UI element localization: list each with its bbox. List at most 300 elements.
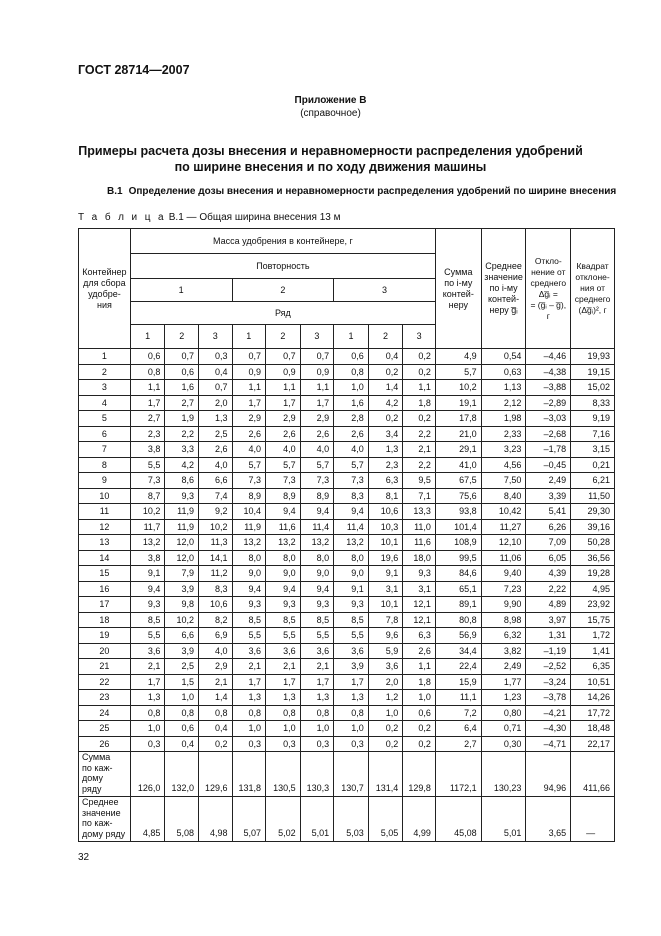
header-line: Контейнер	[82, 266, 127, 277]
header-line: среднего	[574, 294, 611, 304]
table-cell: 0,7	[232, 349, 266, 365]
table-cell: –4,30	[526, 721, 571, 737]
table-cell: 130,7	[334, 752, 369, 797]
table-cell: 3,6	[266, 643, 301, 659]
table-cell: 4,39	[526, 566, 571, 582]
table-cell: 8,2	[198, 612, 232, 628]
table-cell: 1,7	[300, 395, 334, 411]
table-cell: 1,7	[300, 674, 334, 690]
table-cell: 2,2	[165, 426, 199, 442]
table-cell: 0,9	[232, 364, 266, 380]
row-label-line: по каж-	[82, 818, 113, 828]
table-cell: 8,7	[130, 488, 165, 504]
table-cell: 7,1	[403, 488, 436, 504]
table-cell: 3,23	[481, 442, 526, 458]
table-cell: 1,0	[266, 721, 301, 737]
table-cell: –1,78	[526, 442, 571, 458]
table-cell: 7,23	[481, 581, 526, 597]
table-cell: 1,5	[165, 674, 199, 690]
table-cell: 5,03	[334, 797, 369, 842]
table-cell: 5,08	[165, 797, 199, 842]
table-cell: 18,48	[571, 721, 615, 737]
table-cell: 29,1	[435, 442, 481, 458]
table-cell: 0,8	[334, 705, 369, 721]
header-sum	[435, 229, 481, 349]
table-cell: 8,5	[232, 612, 266, 628]
table-cell: 11,06	[481, 550, 526, 566]
row-label-line: дому	[82, 773, 104, 783]
table-cell: 7,3	[266, 473, 301, 489]
table-cell: 0,8	[198, 705, 232, 721]
table-cell: 7,2	[435, 705, 481, 721]
table-cell: 89,1	[435, 597, 481, 613]
table-cell: 0,2	[368, 721, 403, 737]
table-cell: 1,4	[198, 690, 232, 706]
main-title	[0, 143, 661, 175]
table-cell: 7,50	[481, 473, 526, 489]
table-cell: 9,4	[232, 581, 266, 597]
table-cell: 1,3	[334, 690, 369, 706]
table-cell: 2,49	[526, 473, 571, 489]
table-cell: 10,2	[435, 380, 481, 396]
table-cell: 9,3	[232, 597, 266, 613]
table-cell: 39,16	[571, 519, 615, 535]
table-cell: 0,8	[165, 705, 199, 721]
row-number: 15	[79, 566, 131, 582]
main-title-line: Примеры расчета дозы внесения и неравномерности распределения удобрений	[78, 144, 583, 158]
header-line: Откло-	[534, 255, 562, 266]
table-row	[79, 674, 615, 690]
table-cell: 1,41	[571, 643, 615, 659]
row-number: 10	[79, 488, 131, 504]
header-mean	[481, 229, 526, 349]
table-cell: 9,1	[130, 566, 165, 582]
document-header: ГОСТ 28714—2007	[78, 63, 190, 77]
table-cell: 4,2	[368, 395, 403, 411]
table-cell: 2,12	[481, 395, 526, 411]
table-cell: 1,0	[403, 690, 436, 706]
table-row	[79, 364, 615, 380]
table-cell: 10,4	[232, 504, 266, 520]
table-cell: 7,3	[300, 473, 334, 489]
table-row	[79, 504, 615, 520]
header-subcol: 3	[198, 325, 232, 349]
table-cell: 2,9	[198, 659, 232, 675]
row-number: 1	[79, 349, 131, 365]
table-cell: 15,02	[571, 380, 615, 396]
table-cell: 10,51	[571, 674, 615, 690]
table-cell: 6,4	[435, 721, 481, 737]
table-cell: 1,0	[165, 690, 199, 706]
table-cell: 129,6	[198, 752, 232, 797]
header-line: контей-	[488, 294, 520, 304]
table-cell: 5,7	[435, 364, 481, 380]
table-cell: 4,9	[435, 349, 481, 365]
table-cell: 1,31	[526, 628, 571, 644]
table-cell: –2,52	[526, 659, 571, 675]
table-cell: 1,3	[198, 411, 232, 427]
header-line: значение	[484, 272, 523, 282]
table-row	[79, 349, 615, 365]
table-cell: 9,3	[130, 597, 165, 613]
header-mass: Масса удобрения в контейнере, г	[130, 229, 435, 254]
table-cell: 126,0	[130, 752, 165, 797]
table-cell: 5,5	[232, 628, 266, 644]
header-row: Ряд	[130, 302, 435, 325]
table-cell: 10,2	[130, 504, 165, 520]
table-cell: 14,26	[571, 690, 615, 706]
table-cell: 1,7	[266, 395, 301, 411]
table-cell: 2,9	[266, 411, 301, 427]
table-cell: 1,8	[403, 674, 436, 690]
table-row	[79, 550, 615, 566]
table-cell: 4,56	[481, 457, 526, 473]
table-cell: 0,8	[300, 705, 334, 721]
table-cell: 3,9	[334, 659, 369, 675]
table-cell: 0,6	[403, 705, 436, 721]
table-cell: 1,7	[130, 674, 165, 690]
table-cell: 5,7	[300, 457, 334, 473]
table-cell: 10,2	[165, 612, 199, 628]
main-title-line: по ширине внесения и по ходу движения машины	[174, 160, 487, 174]
row-number: 20	[79, 643, 131, 659]
table-cell: 2,3	[368, 457, 403, 473]
table-cell: 0,8	[232, 705, 266, 721]
table-cell: 3,9	[165, 581, 199, 597]
row-number: 12	[79, 519, 131, 535]
table-cell: 6,35	[571, 659, 615, 675]
table-cell: 0,3	[266, 736, 301, 752]
table-cell: 0,6	[130, 349, 165, 365]
table-cell: 6,9	[198, 628, 232, 644]
table-cell: 0,3	[334, 736, 369, 752]
table-cell: 1,7	[334, 674, 369, 690]
table-cell: 6,26	[526, 519, 571, 535]
table-cell: 0,3	[300, 736, 334, 752]
header-line: среднего	[530, 277, 567, 288]
appendix-subtitle: (справочное)	[300, 108, 361, 119]
table-cell: 6,05	[526, 550, 571, 566]
table-cell: –3,88	[526, 380, 571, 396]
table-row	[79, 612, 615, 628]
table-cell: 5,01	[481, 797, 526, 842]
table-cell: 11,9	[165, 504, 199, 520]
table-cell: 3,6	[300, 643, 334, 659]
table-cell: 2,6	[300, 426, 334, 442]
header-subcol: 3	[403, 325, 436, 349]
table-cell: 2,6	[232, 426, 266, 442]
table-cell: 23,92	[571, 597, 615, 613]
row-label-line: Сумма	[82, 752, 111, 762]
table-cell: 8,33	[571, 395, 615, 411]
table-cell: 6,6	[198, 473, 232, 489]
header-line: неру g̅ᵢ	[489, 305, 518, 315]
table-cell: 84,6	[435, 566, 481, 582]
table-cell: 9,19	[571, 411, 615, 427]
table-cell: 1,1	[403, 659, 436, 675]
table-row	[79, 628, 615, 644]
table-cell: 3,6	[368, 659, 403, 675]
table-cell: 1172,1	[435, 752, 481, 797]
table-cell: 5,5	[266, 628, 301, 644]
header-line: для сбора	[83, 277, 126, 288]
sum-row	[79, 752, 615, 797]
page-number: 32	[78, 852, 90, 863]
table-cell: 0,7	[165, 349, 199, 365]
table-cell: 8,1	[368, 488, 403, 504]
table-cell: 14,1	[198, 550, 232, 566]
table-cell: 4,89	[526, 597, 571, 613]
table-cell: 2,33	[481, 426, 526, 442]
table-cell: 7,16	[571, 426, 615, 442]
table-cell: —	[571, 797, 615, 842]
row-number: 2	[79, 364, 131, 380]
table-cell: 130,5	[266, 752, 301, 797]
table-cell: 8,5	[334, 612, 369, 628]
table-cell: 29,30	[571, 504, 615, 520]
header-repeat-1: 1	[130, 279, 232, 302]
section-text: Определение дозы внесения и неравномерности распределения удобрений по ширине внесения	[128, 186, 617, 197]
table-cell: 0,80	[481, 705, 526, 721]
table-cell: 4,0	[334, 442, 369, 458]
table-cell: 0,2	[403, 349, 436, 365]
table-cell: 2,1	[403, 442, 436, 458]
table-cell: 5,41	[526, 504, 571, 520]
header-line: Δg̅ᵢ =	[538, 288, 558, 299]
table-cell: 3,4	[368, 426, 403, 442]
table-cell: 0,4	[198, 364, 232, 380]
table-cell: 9,8	[165, 597, 199, 613]
table-cell: 0,7	[266, 349, 301, 365]
table-cell: 5,5	[130, 628, 165, 644]
header-line: = (g̅ᵢ – g̅),	[530, 299, 567, 310]
table-cell: 2,2	[403, 426, 436, 442]
table-cell: 6,21	[571, 473, 615, 489]
row-label	[79, 797, 131, 842]
table-cell: 4,0	[198, 457, 232, 473]
table-cell: 0,9	[266, 364, 301, 380]
table-cell: 9,4	[130, 581, 165, 597]
header-subcol: 2	[165, 325, 199, 349]
row-number: 5	[79, 411, 131, 427]
table-cell: 41,0	[435, 457, 481, 473]
table-cell: 0,4	[165, 736, 199, 752]
table-cell: 5,05	[368, 797, 403, 842]
table-cell: 11,3	[198, 535, 232, 551]
table-caption-text: В.1 — Общая ширина внесения 13 м	[168, 212, 341, 223]
table-cell: 10,2	[198, 519, 232, 535]
table-row	[79, 721, 615, 737]
table-cell: 9,3	[266, 597, 301, 613]
table-cell: 6,3	[368, 473, 403, 489]
table-cell: 11,9	[232, 519, 266, 535]
table-row	[79, 519, 615, 535]
row-number: 24	[79, 705, 131, 721]
row-number: 4	[79, 395, 131, 411]
table-cell: 7,3	[232, 473, 266, 489]
table-cell: 65,1	[435, 581, 481, 597]
table-cell: 9,1	[368, 566, 403, 582]
table-cell: 1,3	[130, 690, 165, 706]
table-cell: 11,1	[435, 690, 481, 706]
table-cell: 67,5	[435, 473, 481, 489]
table-cell: –4,46	[526, 349, 571, 365]
table-cell: 0,8	[130, 705, 165, 721]
table-cell: 5,5	[300, 628, 334, 644]
table-row	[79, 380, 615, 396]
table-cell: 0,2	[403, 721, 436, 737]
table-cell: 2,7	[435, 736, 481, 752]
table-row	[79, 488, 615, 504]
table-cell: 3,6	[334, 643, 369, 659]
table-cell: 4,2	[165, 457, 199, 473]
table-cell: 1,23	[481, 690, 526, 706]
table-cell: 3,6	[130, 643, 165, 659]
table-cell: 2,7	[165, 395, 199, 411]
table-cell: 7,8	[368, 612, 403, 628]
table-cell: 2,1	[266, 659, 301, 675]
table-cell: 0,6	[165, 364, 199, 380]
table-cell: 0,9	[300, 364, 334, 380]
table-cell: 0,8	[266, 705, 301, 721]
table-cell: –2,89	[526, 395, 571, 411]
table-cell: 13,2	[232, 535, 266, 551]
table-cell: 3,6	[232, 643, 266, 659]
header-container	[79, 229, 131, 349]
table-cell: 10,1	[368, 535, 403, 551]
row-number: 11	[79, 504, 131, 520]
row-number: 13	[79, 535, 131, 551]
table-cell: 130,23	[481, 752, 526, 797]
table-cell: 9,90	[481, 597, 526, 613]
table-cell: –3,03	[526, 411, 571, 427]
header-line: неру	[448, 299, 468, 310]
table-cell: 12,0	[165, 535, 199, 551]
table-cell: 131,4	[368, 752, 403, 797]
table-cell: 9,3	[165, 488, 199, 504]
table-cell: 34,4	[435, 643, 481, 659]
table-cell: 2,22	[526, 581, 571, 597]
row-number: 8	[79, 457, 131, 473]
table-cell: 1,1	[130, 380, 165, 396]
table-cell: 11,6	[266, 519, 301, 535]
table-cell: 8,5	[130, 612, 165, 628]
row-label-line: Среднее	[82, 797, 119, 807]
table-cell: 5,7	[232, 457, 266, 473]
header-deviation	[526, 229, 571, 349]
table-row	[79, 690, 615, 706]
table-cell: 0,71	[481, 721, 526, 737]
table-row	[79, 705, 615, 721]
table-cell: 0,3	[232, 736, 266, 752]
table-row	[79, 535, 615, 551]
table-cell: 1,9	[165, 411, 199, 427]
table-cell: 19,6	[368, 550, 403, 566]
table-row	[79, 442, 615, 458]
table-cell: 19,28	[571, 566, 615, 582]
table-cell: 1,6	[165, 380, 199, 396]
table-cell: 3,65	[526, 797, 571, 842]
table-row	[79, 395, 615, 411]
table-cell: 9,4	[300, 581, 334, 597]
table-cell: 5,07	[232, 797, 266, 842]
table-cell: –4,71	[526, 736, 571, 752]
table-cell: 10,3	[368, 519, 403, 535]
table-cell: 0,2	[368, 364, 403, 380]
table-cell: 5,7	[334, 457, 369, 473]
table-row	[79, 659, 615, 675]
table-cell: 9,3	[334, 597, 369, 613]
table-cell: 3,97	[526, 612, 571, 628]
table-cell: 1,7	[130, 395, 165, 411]
row-number: 26	[79, 736, 131, 752]
table-row	[79, 473, 615, 489]
table-cell: 1,98	[481, 411, 526, 427]
table-cell: 21,0	[435, 426, 481, 442]
table-cell: –3,24	[526, 674, 571, 690]
table-cell: 9,4	[334, 504, 369, 520]
table-cell: 18,0	[403, 550, 436, 566]
table-cell: 4,0	[232, 442, 266, 458]
table-cell: 0,30	[481, 736, 526, 752]
table-cell: 0,21	[571, 457, 615, 473]
header-line: по i-му	[489, 283, 518, 293]
table-cell: 13,2	[334, 535, 369, 551]
table-row	[79, 643, 615, 659]
table-cell: 8,5	[300, 612, 334, 628]
table-cell: 3,1	[368, 581, 403, 597]
table-cell: 19,93	[571, 349, 615, 365]
row-label	[79, 752, 131, 797]
table-cell: 1,0	[300, 721, 334, 737]
row-label-line: значение	[82, 807, 121, 818]
table-cell: 94,96	[526, 752, 571, 797]
table-cell: 0,6	[165, 721, 199, 737]
table-cell: 5,01	[300, 797, 334, 842]
table-cell: 1,1	[232, 380, 266, 396]
table-cell: 13,3	[403, 504, 436, 520]
header-line: удобре-	[88, 288, 121, 299]
table-cell: 1,7	[232, 674, 266, 690]
table-cell: 8,0	[266, 550, 301, 566]
table-cell: 9,0	[266, 566, 301, 582]
table-cell: 11,6	[403, 535, 436, 551]
row-number: 3	[79, 380, 131, 396]
table-cell: 17,8	[435, 411, 481, 427]
table-cell: 0,3	[130, 736, 165, 752]
table-cell: 1,1	[300, 380, 334, 396]
table-cell: –1,19	[526, 643, 571, 659]
table-cell: 80,8	[435, 612, 481, 628]
header-line: Сумма	[444, 266, 473, 277]
table-cell: 8,0	[300, 550, 334, 566]
table-cell: 0,2	[403, 736, 436, 752]
row-number: 25	[79, 721, 131, 737]
table-cell: 0,7	[198, 380, 232, 396]
table-caption-prefix: Т а б л и ц а	[78, 212, 166, 223]
table-cell: 1,0	[334, 380, 369, 396]
table-cell: 1,6	[334, 395, 369, 411]
table-cell: 9,40	[481, 566, 526, 582]
table-cell: 13,2	[266, 535, 301, 551]
table-cell: 0,8	[130, 364, 165, 380]
row-label-line: дому ряду	[82, 828, 126, 839]
table-cell: 6,6	[165, 628, 199, 644]
table-cell: 130,3	[300, 752, 334, 797]
header-line: по i-му	[444, 277, 473, 288]
table-row	[79, 736, 615, 752]
table-cell: 7,4	[198, 488, 232, 504]
